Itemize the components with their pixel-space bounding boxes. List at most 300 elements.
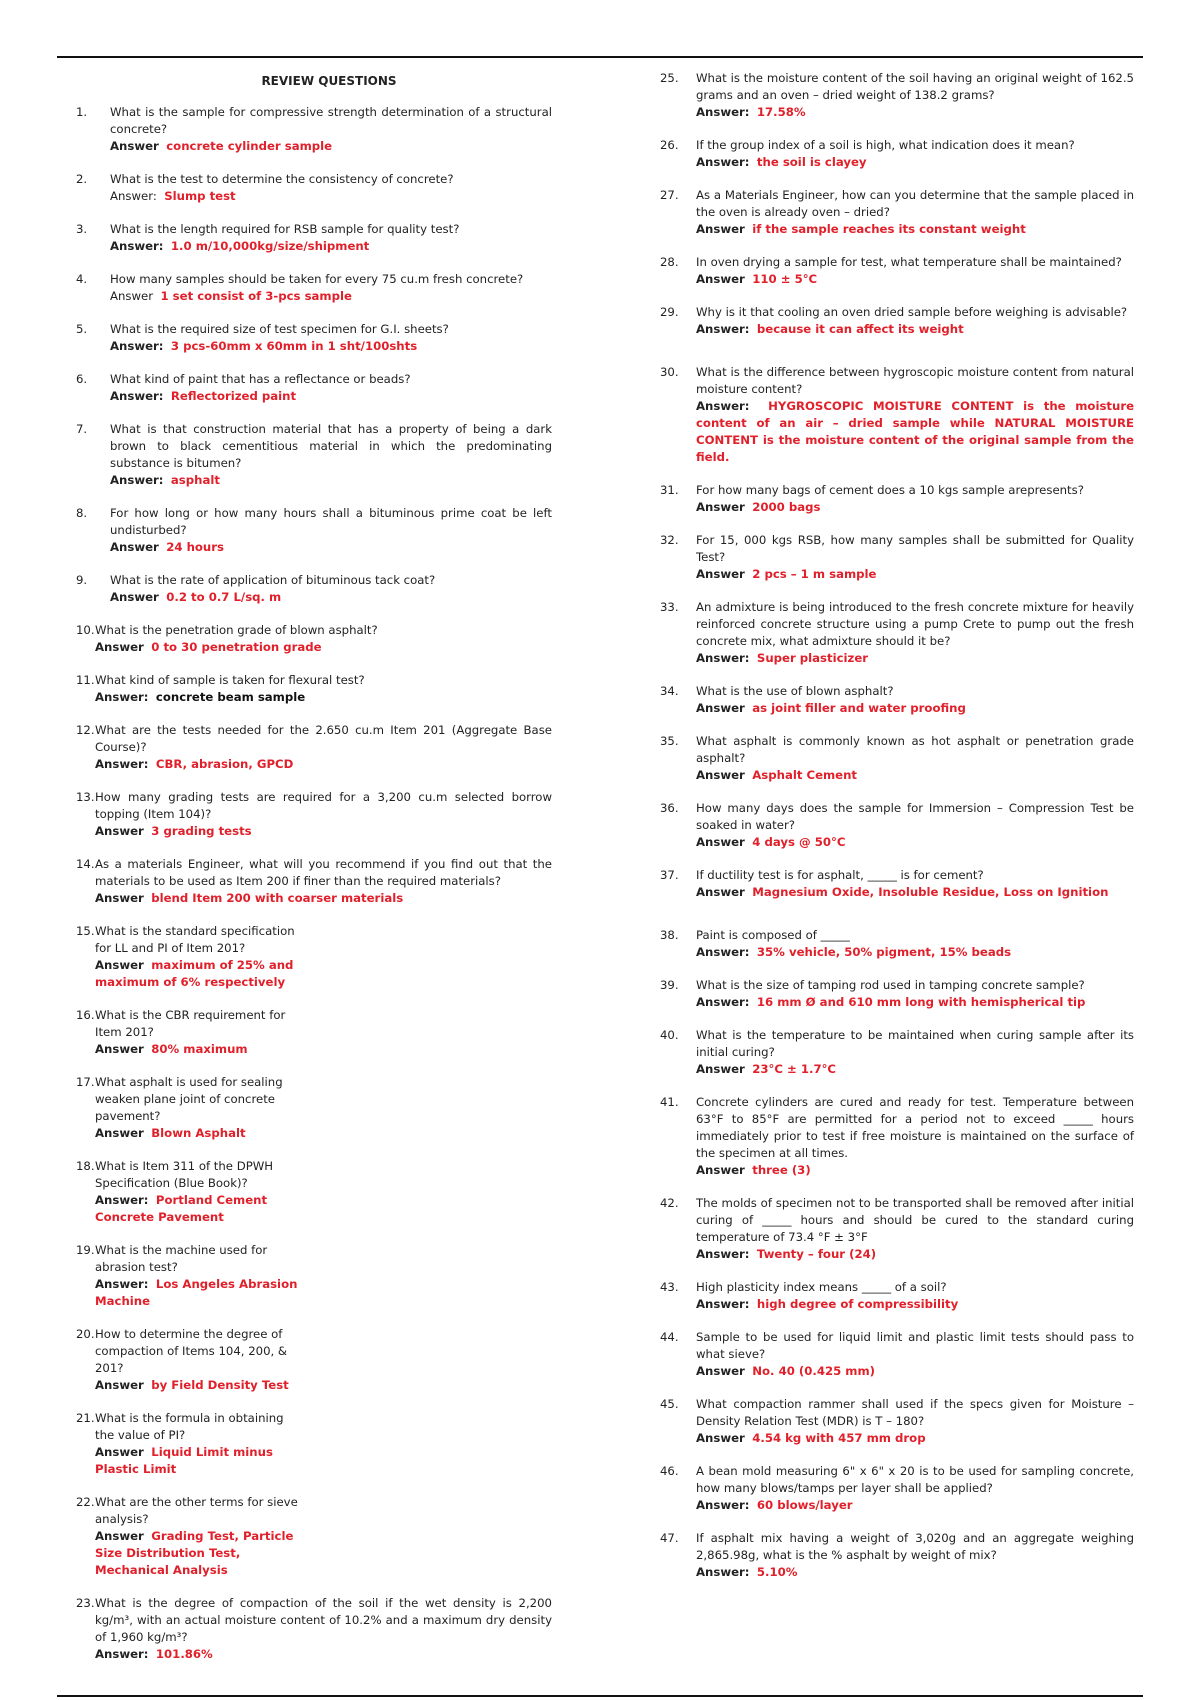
question-number: 25. bbox=[660, 71, 679, 85]
answer-text: blend Item 200 with coarser materials bbox=[151, 891, 404, 905]
answer-label: Answer bbox=[95, 1529, 144, 1543]
question-item bbox=[76, 271, 552, 305]
question-item bbox=[76, 856, 552, 907]
question-text: If the group index of a soil is high, what indication does it mean? bbox=[696, 138, 1075, 152]
question-item bbox=[76, 923, 301, 991]
answer-label: Answer: bbox=[95, 1647, 149, 1661]
answer-label: Answer: bbox=[95, 1277, 149, 1291]
question-body bbox=[95, 1595, 552, 1663]
question-text: For how long or how many hours shall a bituminous prime coat be left undisturbed? bbox=[110, 506, 552, 537]
question-text: Why is it that cooling an oven dried sample before weighing is advisable? bbox=[696, 305, 1128, 319]
answer-text: Magnesium Oxide, Insoluble Residue, Loss on Ignition bbox=[752, 885, 1109, 899]
question-text: What is the penetration grade of blown asphalt? bbox=[95, 623, 378, 637]
question-text: If asphalt mix having a weight of 3,020g and an aggregate weighing 2,865.98g, what is the % asphalt by weight of mix? bbox=[696, 1531, 1134, 1562]
question-body bbox=[95, 856, 552, 907]
question-number: 21. bbox=[76, 1411, 95, 1425]
question-text: What is the CBR requirement for Item 201? bbox=[95, 1008, 286, 1039]
question-number: 27. bbox=[660, 188, 679, 202]
question-text: What asphalt is commonly known as hot asphalt or penetration grade asphalt? bbox=[696, 734, 1134, 765]
answer-text: No. 40 (0.425 mm) bbox=[752, 1364, 875, 1378]
question-body bbox=[696, 254, 1134, 288]
answer-row bbox=[696, 994, 1134, 1011]
question-item bbox=[76, 1410, 301, 1478]
answer-text: 101.86% bbox=[155, 1647, 213, 1661]
answer-label: Answer: bbox=[696, 399, 750, 413]
answer-label: Answer bbox=[696, 500, 745, 514]
answer-text: 35% vehicle, 50% pigment, 15% beads bbox=[756, 945, 1012, 959]
answer-label: Answer bbox=[696, 885, 745, 899]
answer-text: 5.10% bbox=[756, 1565, 798, 1579]
answer-label: Answer: bbox=[696, 1247, 750, 1261]
question-number: 38. bbox=[660, 928, 679, 942]
answer-row bbox=[95, 1276, 301, 1310]
answer-text: 2000 bags bbox=[752, 500, 821, 514]
question-number: 3. bbox=[76, 222, 88, 236]
question-text: For how many bags of cement does a 10 kgs sample arepresents? bbox=[696, 483, 1084, 497]
question-body bbox=[95, 1410, 301, 1478]
question-number: 42. bbox=[660, 1196, 679, 1210]
question-text: What are the other terms for sieve analysis? bbox=[95, 1495, 298, 1526]
question-number: 14. bbox=[76, 857, 95, 871]
question-item bbox=[660, 867, 1134, 901]
answer-row bbox=[696, 767, 1134, 784]
answer-label: Answer: bbox=[110, 389, 164, 403]
question-number: 36. bbox=[660, 801, 679, 815]
answer-label: Answer bbox=[696, 222, 745, 236]
question-number: 8. bbox=[76, 506, 88, 520]
question-item bbox=[76, 672, 552, 706]
answer-label: Answer: bbox=[110, 239, 164, 253]
answer-row bbox=[696, 154, 1134, 171]
answer-label: Answer bbox=[110, 590, 159, 604]
question-body bbox=[110, 221, 552, 255]
answer-row bbox=[696, 499, 1134, 516]
question-text: What is the use of blown asphalt? bbox=[696, 684, 894, 698]
answer-label: Answer bbox=[95, 640, 144, 654]
question-number: 40. bbox=[660, 1028, 679, 1042]
question-item bbox=[76, 1007, 301, 1058]
question-item bbox=[660, 364, 1134, 466]
answer-label: Answer bbox=[696, 1062, 745, 1076]
answer-row bbox=[696, 221, 1134, 238]
question-text: What kind of sample is taken for flexural test? bbox=[95, 673, 365, 687]
answer-label: Answer: bbox=[696, 945, 750, 959]
question-body bbox=[95, 789, 552, 840]
question-body bbox=[696, 137, 1134, 171]
answer-text: HYGROSCOPIC MOISTURE CONTENT is the moisture content of an air – dried sample while NATURAL MOISTURE CONTENT is the moisture content of the original sample from the field. bbox=[696, 399, 1135, 464]
answer-text: 0.2 to 0.7 L/sq. m bbox=[166, 590, 282, 604]
question-body bbox=[696, 977, 1134, 1011]
question-item bbox=[660, 683, 1134, 717]
answer-row bbox=[696, 566, 1134, 583]
answer-row bbox=[696, 398, 1134, 466]
question-number: 7. bbox=[76, 422, 88, 436]
question-number: 33. bbox=[660, 600, 679, 614]
question-text: What is the size of tamping rod used in tamping concrete sample? bbox=[696, 978, 1085, 992]
question-body bbox=[696, 683, 1134, 717]
question-item bbox=[660, 927, 1134, 961]
answer-text: Asphalt Cement bbox=[752, 768, 858, 782]
question-item bbox=[660, 137, 1134, 171]
question-item bbox=[660, 532, 1134, 583]
question-item bbox=[660, 304, 1134, 338]
question-body bbox=[696, 304, 1134, 338]
question-number: 23. bbox=[76, 1596, 95, 1610]
question-number: 41. bbox=[660, 1095, 679, 1109]
question-text: An admixture is being introduced to the fresh concrete mixture for heavily reinforced concrete structure using a pump Crete to pump out the fresh concrete mix, what admixture should it be? bbox=[696, 600, 1134, 648]
question-number: 5. bbox=[76, 322, 88, 336]
answer-label: Answer bbox=[696, 272, 745, 286]
answer-text: 3 pcs-60mm x 60mm in 1 sht/100shts bbox=[170, 339, 418, 353]
question-item bbox=[660, 1329, 1134, 1380]
question-item bbox=[76, 171, 552, 205]
answer-text: high degree of compressibility bbox=[756, 1297, 959, 1311]
answer-row bbox=[95, 890, 552, 907]
answer-label: Answer: bbox=[696, 105, 750, 119]
answer-label: Answer: bbox=[696, 322, 750, 336]
answer-row bbox=[110, 188, 552, 205]
answer-row bbox=[95, 1528, 301, 1579]
question-body bbox=[110, 104, 552, 155]
question-body bbox=[110, 505, 552, 556]
answer-text: maximum of 25% and maximum of 6% respectively bbox=[95, 958, 294, 989]
answer-row bbox=[696, 1246, 1134, 1263]
answer-row bbox=[696, 700, 1134, 717]
question-item bbox=[660, 599, 1134, 667]
answer-text: if the sample reaches its constant weight bbox=[752, 222, 1026, 236]
question-text: How many grading tests are required for a 3,200 cu.m selected borrow topping (Item 104)? bbox=[95, 790, 552, 821]
answer-text: asphalt bbox=[170, 473, 220, 487]
question-body bbox=[95, 1007, 301, 1058]
answer-label: Answer bbox=[696, 567, 745, 581]
question-number: 31. bbox=[660, 483, 679, 497]
question-number: 39. bbox=[660, 978, 679, 992]
question-item bbox=[76, 1242, 301, 1310]
answer-text: 80% maximum bbox=[151, 1042, 248, 1056]
question-item bbox=[660, 1195, 1134, 1263]
answer-row bbox=[95, 756, 552, 773]
question-item bbox=[76, 321, 552, 355]
answer-label: Answer bbox=[110, 540, 159, 554]
answer-label: Answer bbox=[95, 1378, 144, 1392]
question-text: Sample to be used for liquid limit and plastic limit tests should pass to what sieve? bbox=[696, 1330, 1134, 1361]
answer-row bbox=[696, 1430, 1134, 1447]
question-body bbox=[95, 672, 552, 706]
question-number: 13. bbox=[76, 790, 95, 804]
question-item bbox=[76, 104, 552, 155]
question-number: 11. bbox=[76, 673, 95, 687]
answer-row bbox=[95, 1646, 552, 1663]
question-text: What is the standard specification for LL and PI of Item 201? bbox=[95, 924, 295, 955]
question-text: What compaction rammer shall used if the specs given for Moisture – Density Relation Test (MDR) is T – 180? bbox=[696, 1397, 1134, 1428]
answer-text: 0 to 30 penetration grade bbox=[151, 640, 322, 654]
question-text: The molds of specimen not to be transported shall be removed after initial curing of _____ hours and should be cured to the standard curing temperature of 73.4 °F ± 3°F bbox=[696, 1196, 1134, 1244]
question-text: What asphalt is used for sealing weaken plane joint of concrete pavement? bbox=[95, 1075, 283, 1123]
answer-label: Answer bbox=[696, 768, 745, 782]
answer-text: Blown Asphalt bbox=[151, 1126, 246, 1140]
answer-row bbox=[110, 338, 552, 355]
answer-text: concrete cylinder sample bbox=[166, 139, 333, 153]
answer-row bbox=[696, 650, 1134, 667]
question-body bbox=[95, 622, 552, 656]
question-body bbox=[696, 733, 1134, 784]
answer-label: Answer: bbox=[95, 1193, 149, 1207]
question-number: 15. bbox=[76, 924, 95, 938]
question-body bbox=[696, 482, 1134, 516]
answer-text: the soil is clayey bbox=[756, 155, 867, 169]
answer-row bbox=[696, 1296, 1134, 1313]
question-item bbox=[660, 1396, 1134, 1447]
question-number: 34. bbox=[660, 684, 679, 698]
question-item bbox=[76, 722, 552, 773]
question-number: 18. bbox=[76, 1159, 95, 1173]
answer-row bbox=[696, 1363, 1134, 1380]
answer-text: Reflectorized paint bbox=[170, 389, 297, 403]
question-body bbox=[110, 271, 552, 305]
answer-row bbox=[696, 884, 1134, 901]
question-item bbox=[76, 1494, 301, 1579]
answer-label: Answer: bbox=[696, 1297, 750, 1311]
answer-label: Answer bbox=[110, 289, 154, 303]
answer-label: Answer bbox=[110, 139, 159, 153]
page-title: REVIEW QUESTIONS bbox=[261, 74, 397, 88]
answer-row bbox=[110, 288, 552, 305]
question-text: What is the temperature to be maintained when curing sample after its initial curing? bbox=[696, 1028, 1134, 1059]
answer-text: CBR, abrasion, GPCD bbox=[155, 757, 294, 771]
answer-label: Answer bbox=[696, 835, 745, 849]
right-question-list bbox=[660, 70, 1134, 1581]
question-item bbox=[660, 977, 1134, 1011]
question-body bbox=[95, 923, 301, 991]
question-body bbox=[110, 572, 552, 606]
question-item bbox=[660, 187, 1134, 238]
question-text: What is the moisture content of the soil having an original weight of 162.5 grams and an oven – dried weight of 138.2 grams? bbox=[696, 71, 1134, 102]
question-body bbox=[110, 321, 552, 355]
answer-text: 1.0 m/10,000kg/size/shipment bbox=[170, 239, 370, 253]
answer-label: Answer bbox=[95, 1042, 144, 1056]
question-item bbox=[660, 482, 1134, 516]
question-text: What is the formula in obtaining the value of PI? bbox=[95, 1411, 284, 1442]
question-number: 32. bbox=[660, 533, 679, 547]
question-item bbox=[76, 221, 552, 255]
answer-text: Grading Test, Particle Size Distribution Test, Mechanical Analysis bbox=[95, 1529, 294, 1577]
question-number: 19. bbox=[76, 1243, 95, 1257]
question-item bbox=[76, 572, 552, 606]
question-item bbox=[660, 70, 1134, 121]
answer-row bbox=[696, 1497, 1134, 1514]
question-body bbox=[110, 421, 552, 489]
right-column bbox=[660, 70, 1134, 1597]
question-number: 46. bbox=[660, 1464, 679, 1478]
answer-label: Answer bbox=[696, 1431, 745, 1445]
question-body bbox=[696, 187, 1134, 238]
answer-row bbox=[696, 944, 1134, 961]
question-item bbox=[76, 1595, 552, 1663]
question-number: 43. bbox=[660, 1280, 679, 1294]
question-text: What is the length required for RSB sample for quality test? bbox=[110, 222, 460, 236]
question-number: 22. bbox=[76, 1495, 95, 1509]
question-body bbox=[696, 1279, 1134, 1313]
answer-row bbox=[95, 1377, 301, 1394]
question-number: 30. bbox=[660, 365, 679, 379]
question-text: What is the rate of application of bituminous tack coat? bbox=[110, 573, 436, 587]
answer-text: Liquid Limit minus Plastic Limit bbox=[95, 1445, 273, 1476]
question-text: As a Materials Engineer, how can you determine that the sample placed in the oven is already oven – dried? bbox=[696, 188, 1134, 219]
answer-row bbox=[95, 1444, 301, 1478]
answer-text: 1 set consist of 3-pcs sample bbox=[160, 289, 352, 303]
answer-row bbox=[110, 138, 552, 155]
question-text: What is Item 311 of the DPWH Specification (Blue Book)? bbox=[95, 1159, 274, 1190]
answer-text: Slump test bbox=[164, 189, 236, 203]
answer-label: Answer bbox=[95, 958, 144, 972]
question-body bbox=[95, 1074, 301, 1142]
answer-row bbox=[696, 1162, 1134, 1179]
answer-label: Answer: bbox=[110, 473, 164, 487]
question-text: Concrete cylinders are cured and ready for test. Temperature between 63°F to 85°F are permitted for a period not to exceed _____ hours immediately prior to test if free moisture is maintained on the surface of the specimen at all times. bbox=[696, 1095, 1134, 1160]
answer-row bbox=[110, 238, 552, 255]
question-text: A bean mold measuring 6" x 6" x 20 is to be used for sampling concrete, how many blows/tamps per layer shall be applied? bbox=[696, 1464, 1134, 1495]
answer-row bbox=[696, 1061, 1134, 1078]
question-number: 17. bbox=[76, 1075, 95, 1089]
answer-label: Answer: bbox=[95, 757, 149, 771]
question-item bbox=[76, 1326, 301, 1394]
answer-label: Answer bbox=[696, 701, 745, 715]
answer-row bbox=[696, 104, 1134, 121]
answer-label: Answer: bbox=[110, 339, 164, 353]
question-text: In oven drying a sample for test, what temperature shall be maintained? bbox=[696, 255, 1122, 269]
answer-label: Answer bbox=[95, 1445, 144, 1459]
answer-row bbox=[696, 321, 1134, 338]
top-rule bbox=[57, 56, 1143, 58]
question-number: 47. bbox=[660, 1531, 679, 1545]
question-text: What is that construction material that has a property of being a dark brown to black cementitious material in which the predominating substance is bitumen? bbox=[110, 422, 552, 470]
question-text: How many samples should be taken for every 75 cu.m fresh concrete? bbox=[110, 272, 524, 286]
question-item bbox=[660, 1279, 1134, 1313]
question-body bbox=[95, 1494, 301, 1579]
question-number: 6. bbox=[76, 372, 88, 386]
answer-text: Portland Cement Concrete Pavement bbox=[95, 1193, 268, 1224]
answer-text: 4.54 kg with 457 mm drop bbox=[752, 1431, 926, 1445]
question-text: What are the tests needed for the 2.650 cu.m Item 201 (Aggregate Base Course)? bbox=[95, 723, 552, 754]
answer-text: as joint filler and water proofing bbox=[752, 701, 966, 715]
question-item bbox=[76, 789, 552, 840]
question-body bbox=[110, 171, 552, 205]
answer-label: Answer: bbox=[696, 155, 750, 169]
answer-row bbox=[95, 689, 552, 706]
answer-text: concrete beam sample bbox=[155, 690, 306, 704]
answer-label: Answer: bbox=[696, 995, 750, 1009]
question-item bbox=[660, 1027, 1134, 1078]
answer-row bbox=[696, 1564, 1134, 1581]
question-text: What is the degree of compaction of the soil if the wet density is 2,200 kg/m³, with an actual moisture content of 10.2% and a maximum dry density of 1,960 kg/m³? bbox=[95, 1596, 552, 1644]
question-number: 2. bbox=[76, 172, 88, 186]
question-number: 29. bbox=[660, 305, 679, 319]
question-text: How to determine the degree of compaction of Items 104, 200, & 201? bbox=[95, 1327, 288, 1375]
question-number: 28. bbox=[660, 255, 679, 269]
answer-text: Los Angeles Abrasion Machine bbox=[95, 1277, 298, 1308]
question-item bbox=[76, 371, 552, 405]
question-body bbox=[696, 867, 1134, 901]
question-body bbox=[696, 1530, 1134, 1581]
question-item bbox=[660, 254, 1134, 288]
question-number: 16. bbox=[76, 1008, 95, 1022]
question-number: 4. bbox=[76, 272, 88, 286]
bottom-rule bbox=[57, 1695, 1143, 1697]
question-item bbox=[660, 1094, 1134, 1179]
question-text: What is the required size of test specimen for G.I. sheets? bbox=[110, 322, 449, 336]
answer-text: because it can affect its weight bbox=[756, 322, 964, 336]
question-item bbox=[76, 622, 552, 656]
answer-text: 4 days @ 50°C bbox=[752, 835, 846, 849]
question-item bbox=[660, 733, 1134, 784]
answer-text: Super plasticizer bbox=[756, 651, 869, 665]
question-body bbox=[95, 722, 552, 773]
left-question-list bbox=[76, 104, 552, 1663]
answer-label: Answer bbox=[696, 1364, 745, 1378]
answer-label: Answer: bbox=[696, 1498, 750, 1512]
question-body bbox=[95, 1242, 301, 1310]
question-text: Paint is composed of _____ bbox=[696, 928, 850, 942]
answer-text: 3 grading tests bbox=[151, 824, 252, 838]
answer-label: Answer: bbox=[110, 189, 157, 203]
question-item bbox=[660, 1463, 1134, 1514]
question-number: 10. bbox=[76, 623, 95, 637]
answer-text: three (3) bbox=[752, 1163, 811, 1177]
question-body bbox=[95, 1326, 301, 1394]
question-body bbox=[696, 927, 1134, 961]
question-number: 9. bbox=[76, 573, 88, 587]
question-body bbox=[696, 1195, 1134, 1263]
answer-text: 24 hours bbox=[166, 540, 224, 554]
answer-row bbox=[110, 589, 552, 606]
question-body bbox=[696, 1396, 1134, 1447]
answer-row bbox=[110, 388, 552, 405]
question-item bbox=[76, 1158, 301, 1226]
question-number: 45. bbox=[660, 1397, 679, 1411]
question-body bbox=[696, 599, 1134, 667]
question-text: As a materials Engineer, what will you recommend if you find out that the materials to be used as Item 200 if finer than the required materials? bbox=[95, 857, 552, 888]
question-body bbox=[696, 1463, 1134, 1514]
question-body bbox=[696, 70, 1134, 121]
question-body bbox=[696, 1329, 1134, 1380]
answer-row bbox=[95, 823, 552, 840]
question-number: 1. bbox=[76, 105, 88, 119]
answer-row bbox=[95, 1041, 301, 1058]
answer-text: 16 mm Ø and 610 mm long with hemispherical tip bbox=[756, 995, 1086, 1009]
question-number: 26. bbox=[660, 138, 679, 152]
answer-row bbox=[95, 1192, 301, 1226]
question-text: If ductility test is for asphalt, _____ is for cement? bbox=[696, 868, 984, 882]
answer-row bbox=[696, 271, 1134, 288]
answer-row bbox=[110, 539, 552, 556]
answer-label: Answer: bbox=[95, 690, 149, 704]
question-text: High plasticity index means _____ of a soil? bbox=[696, 1280, 947, 1294]
question-number: 44. bbox=[660, 1330, 679, 1344]
question-text: What is the machine used for abrasion test? bbox=[95, 1243, 268, 1274]
question-body bbox=[696, 800, 1134, 851]
answer-row bbox=[95, 1125, 301, 1142]
question-item bbox=[76, 1074, 301, 1142]
question-text: What is the sample for compressive strength determination of a structural concrete? bbox=[110, 105, 552, 136]
question-text: What is the difference between hygroscopic moisture content from natural moisture content? bbox=[696, 365, 1134, 396]
answer-text: 17.58% bbox=[756, 105, 806, 119]
answer-label: Answer bbox=[95, 824, 144, 838]
question-text: What is the test to determine the consistency of concrete? bbox=[110, 172, 454, 186]
answer-text: 2 pcs – 1 m sample bbox=[752, 567, 877, 581]
question-number: 20. bbox=[76, 1327, 95, 1341]
answer-row bbox=[95, 639, 552, 656]
question-body bbox=[696, 532, 1134, 583]
